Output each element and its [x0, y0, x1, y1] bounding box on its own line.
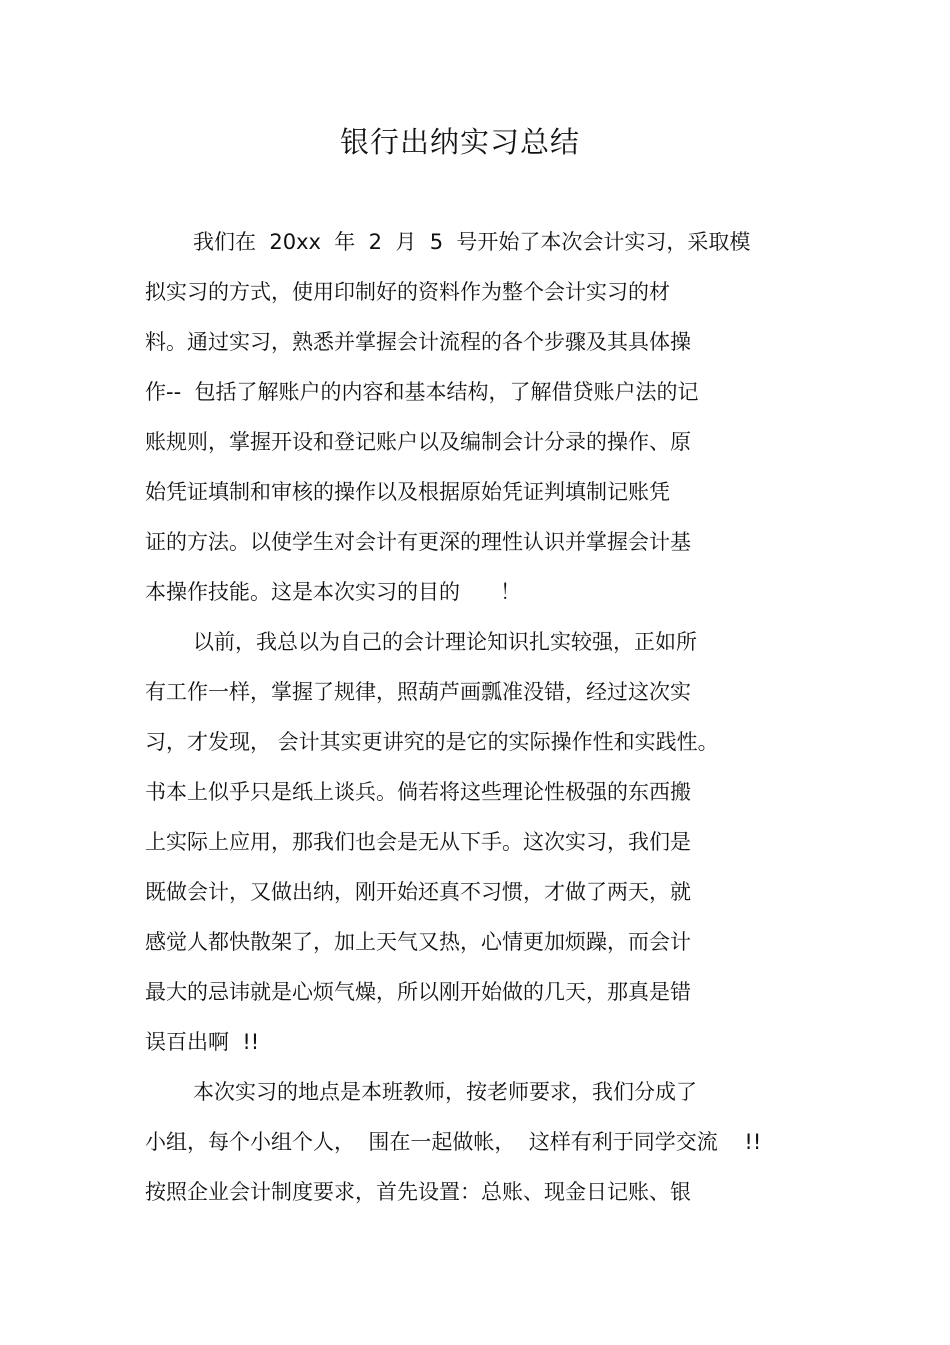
paragraph-line: 上实际上应用，那我们也会是无从下手。这次实习，我们是	[145, 830, 691, 854]
paragraph-line: 感觉人都快散架了，加上天气又热，心情更加烦躁，而会计	[145, 930, 691, 954]
paragraph-line: 习，才发现， 会计其实更讲究的是它的实际操作性和实践性。	[145, 730, 719, 754]
paragraph-line: 既做会计，又做出纳，刚开始还真不习惯，才做了两天，就	[145, 880, 691, 904]
paragraph-line: 拟实习的方式，使用印制好的资料作为整个会计实习的材	[145, 280, 670, 304]
paragraph-line: 小组，每个小组个人， 围在一起做帐， 这样有利于同学交流 !!	[145, 1130, 762, 1154]
paragraph-line: 书本上似乎只是纸上谈兵。倘若将这些理论性极强的东西搬	[145, 780, 691, 804]
paragraph-line: 本次实习的地点是本班教师，按老师要求，我们分成了	[193, 1080, 697, 1104]
paragraph-line: 按照企业会计制度要求，首先设置：总账、现金日记账、银	[145, 1180, 691, 1204]
paragraph-line: 账规则，掌握开设和登记账户以及编制会计分录的操作、原	[145, 430, 691, 454]
paragraph-line: 料。通过实习，熟悉并掌握会计流程的各个步骤及其具体操	[145, 330, 691, 354]
paragraph-line: 有工作一样，掌握了规律，照葫芦画瓢准没错，经过这次实	[145, 680, 691, 704]
document-title: 银行出纳实习总结	[339, 125, 580, 159]
paragraph-line: 始凭证填制和审核的操作以及根据原始凭证判填制记账凭	[145, 480, 670, 504]
paragraph-line: 证的方法。以使学生对会计有更深的理性认识并掌握会计基	[145, 530, 691, 554]
paragraph-line: 最大的忌讳就是心烦气燥，所以刚开始做的几天，那真是错	[145, 980, 691, 1004]
paragraph-line: 本操作技能。这是本次实习的目的 ！	[145, 580, 522, 604]
paragraph-line: 误百出啊 !!	[145, 1030, 260, 1054]
paragraph-line: 我们在 20xx 年 2 月 5 号开始了本次会计实习，采取模	[193, 230, 751, 254]
paragraph-line: 以前，我总以为自己的会计理论知识扎实较强，正如所	[193, 630, 697, 654]
paragraph-line: 作-- 包括了解账户的内容和基本结构，了解借贷账户法的记	[145, 380, 699, 404]
